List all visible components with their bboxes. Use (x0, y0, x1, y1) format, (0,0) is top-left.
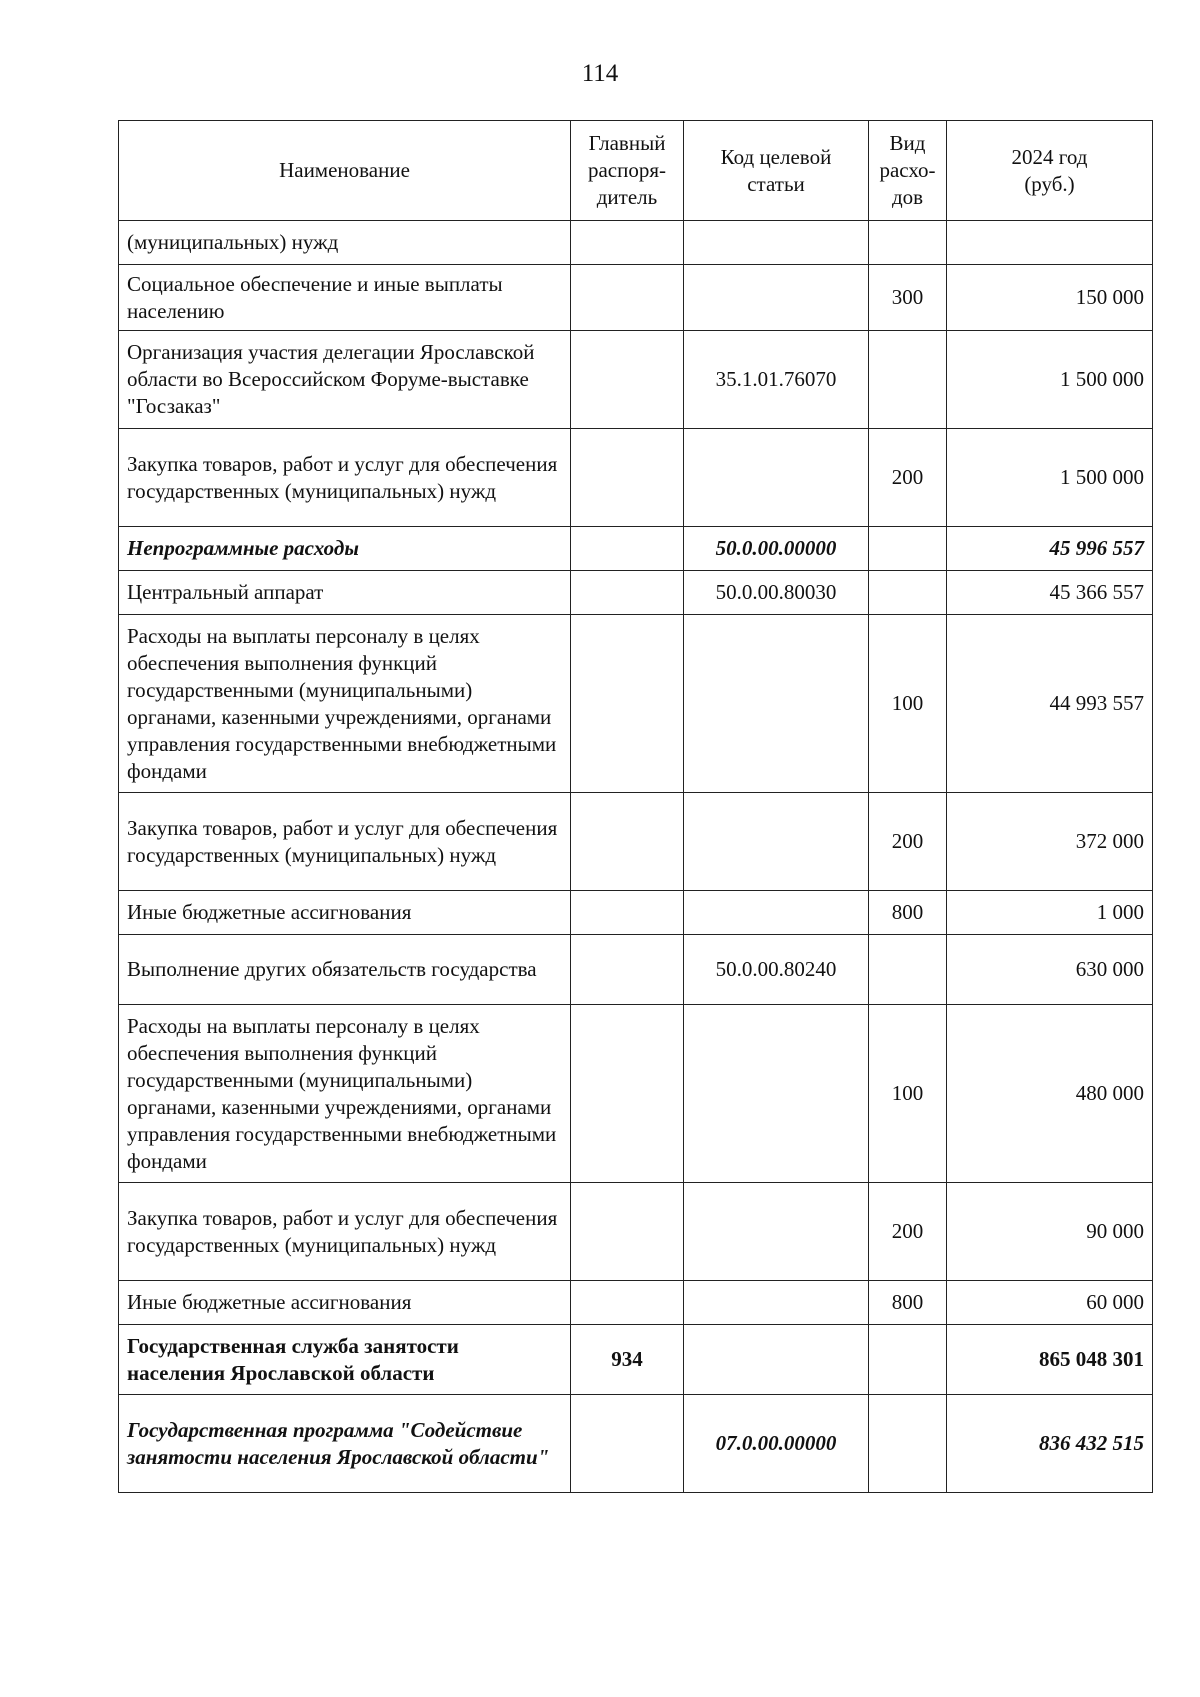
cell-name: Государственная служба занятости населения Ярославской области (119, 1325, 571, 1395)
cell-admin (571, 891, 684, 935)
cell-code (684, 1281, 869, 1325)
cell-code (684, 265, 869, 331)
table-row (119, 1005, 1153, 1183)
cell-amount: 45 366 557 (947, 571, 1153, 615)
cell-amount: 150 000 (947, 265, 1153, 331)
cell-name: Закупка товаров, работ и услуг для обеспечения государственных (муниципальных) нужд (119, 1183, 571, 1281)
cell-code (684, 1183, 869, 1281)
cell-kind (869, 1395, 947, 1493)
cell-admin (571, 793, 684, 891)
cell-name: Иные бюджетные ассигнования (119, 1281, 571, 1325)
cell-name: (муниципальных) нужд (119, 221, 571, 265)
header-admin-line: дитель (596, 185, 658, 209)
cell-amount: 1 500 000 (947, 429, 1153, 527)
cell-admin (571, 1281, 684, 1325)
table-row (119, 615, 1153, 793)
cell-admin (571, 331, 684, 429)
cell-code: 50.0.00.80030 (684, 571, 869, 615)
cell-code (684, 891, 869, 935)
table-row (119, 935, 1153, 1005)
cell-amount: 630 000 (947, 935, 1153, 1005)
cell-code (684, 429, 869, 527)
cell-kind (869, 571, 947, 615)
table-row (119, 793, 1153, 891)
cell-kind: 100 (869, 1005, 947, 1183)
header-kind-line: Вид (889, 131, 926, 155)
cell-kind: 200 (869, 1183, 947, 1281)
cell-amount: 60 000 (947, 1281, 1153, 1325)
cell-admin (571, 1395, 684, 1493)
cell-code (684, 615, 869, 793)
header-admin (571, 121, 684, 221)
table-row (119, 331, 1153, 429)
cell-kind (869, 935, 947, 1005)
cell-kind (869, 1325, 947, 1395)
header-kind-line: расхо- (879, 158, 936, 182)
page-number: 114 (581, 60, 619, 87)
cell-code (684, 793, 869, 891)
cell-code: 35.1.01.76070 (684, 331, 869, 429)
header-code-line: Код целевой (720, 144, 832, 169)
cell-amount: 1 500 000 (947, 331, 1153, 429)
cell-name: Непрограммные расходы (119, 527, 571, 571)
table-row (119, 429, 1153, 527)
cell-amount: 480 000 (947, 1005, 1153, 1183)
cell-name: Расходы на выплаты персоналу в целях обеспечения выполнения функций государственными (муниципальными) органами, казенными учреждениями, органами управления государственными внебюджетными фондами (119, 1005, 571, 1183)
table-row (119, 1183, 1153, 1281)
cell-admin (571, 265, 684, 331)
cell-name: Закупка товаров, работ и услуг для обеспечения государственных (муниципальных) нужд (119, 793, 571, 891)
cell-admin (571, 935, 684, 1005)
cell-admin (571, 221, 684, 265)
header-name: Наименование (119, 121, 571, 221)
table-row (119, 527, 1153, 571)
cell-code (684, 221, 869, 265)
cell-admin (571, 527, 684, 571)
header-amount (947, 121, 1153, 221)
cell-amount (947, 221, 1153, 265)
table-row (119, 1281, 1153, 1325)
cell-name: Социальное обеспечение и иные выплаты населению (119, 265, 571, 331)
header-admin-line: распоря- (587, 158, 667, 182)
table-row (119, 1395, 1153, 1493)
cell-admin: 934 (571, 1325, 684, 1395)
table-row (119, 891, 1153, 935)
header-amount-line: 2024 год (1011, 144, 1088, 169)
cell-admin (571, 571, 684, 615)
cell-kind: 200 (869, 429, 947, 527)
cell-name: Закупка товаров, работ и услуг для обеспечения государственных (муниципальных) нужд (119, 429, 571, 527)
cell-amount: 836 432 515 (947, 1395, 1153, 1493)
header-code-line: статьи (747, 171, 805, 196)
cell-code: 50.0.00.80240 (684, 935, 869, 1005)
header-code (684, 121, 869, 221)
cell-code (684, 1325, 869, 1395)
cell-admin (571, 1183, 684, 1281)
cell-code: 07.0.00.00000 (684, 1395, 869, 1493)
cell-kind: 300 (869, 265, 947, 331)
cell-kind (869, 331, 947, 429)
cell-admin (571, 429, 684, 527)
cell-kind (869, 221, 947, 265)
header-amount-line: (руб.) (1024, 171, 1075, 196)
header-kind-line: дов (891, 185, 924, 209)
table-row (119, 265, 1153, 331)
cell-amount: 44 993 557 (947, 615, 1153, 793)
cell-kind: 200 (869, 793, 947, 891)
cell-admin (571, 1005, 684, 1183)
table-row (119, 1325, 1153, 1395)
cell-admin (571, 615, 684, 793)
cell-amount: 1 000 (947, 891, 1153, 935)
cell-amount: 372 000 (947, 793, 1153, 891)
cell-name: Иные бюджетные ассигнования (119, 891, 571, 935)
cell-kind: 100 (869, 615, 947, 793)
cell-kind: 800 (869, 891, 947, 935)
cell-amount: 865 048 301 (947, 1325, 1153, 1395)
cell-code (684, 1005, 869, 1183)
cell-amount: 45 996 557 (947, 527, 1153, 571)
header-admin-line: Главный (588, 131, 666, 155)
cell-amount: 90 000 (947, 1183, 1153, 1281)
table-row (119, 571, 1153, 615)
budget-table (118, 120, 1153, 1493)
cell-name: Расходы на выплаты персоналу в целях обеспечения выполнения функций государственными (муниципальными) органами, казенными учреждениями, органами управления государственными внебюджетными фондами (119, 615, 571, 793)
cell-kind: 800 (869, 1281, 947, 1325)
table-body (119, 221, 1153, 1493)
cell-kind (869, 527, 947, 571)
cell-name: Государственная программа "Содействие занятости населения Ярославской области" (119, 1395, 571, 1493)
cell-name: Организация участия делегации Ярославской области во Всероссийском Форуме-выставке "Госзаказ" (119, 331, 571, 429)
table-row (119, 221, 1153, 265)
cell-code: 50.0.00.00000 (684, 527, 869, 571)
header-kind (869, 121, 947, 221)
table-header (119, 121, 1153, 221)
cell-name: Выполнение других обязательств государства (119, 935, 571, 1005)
cell-name: Центральный аппарат (119, 571, 571, 615)
